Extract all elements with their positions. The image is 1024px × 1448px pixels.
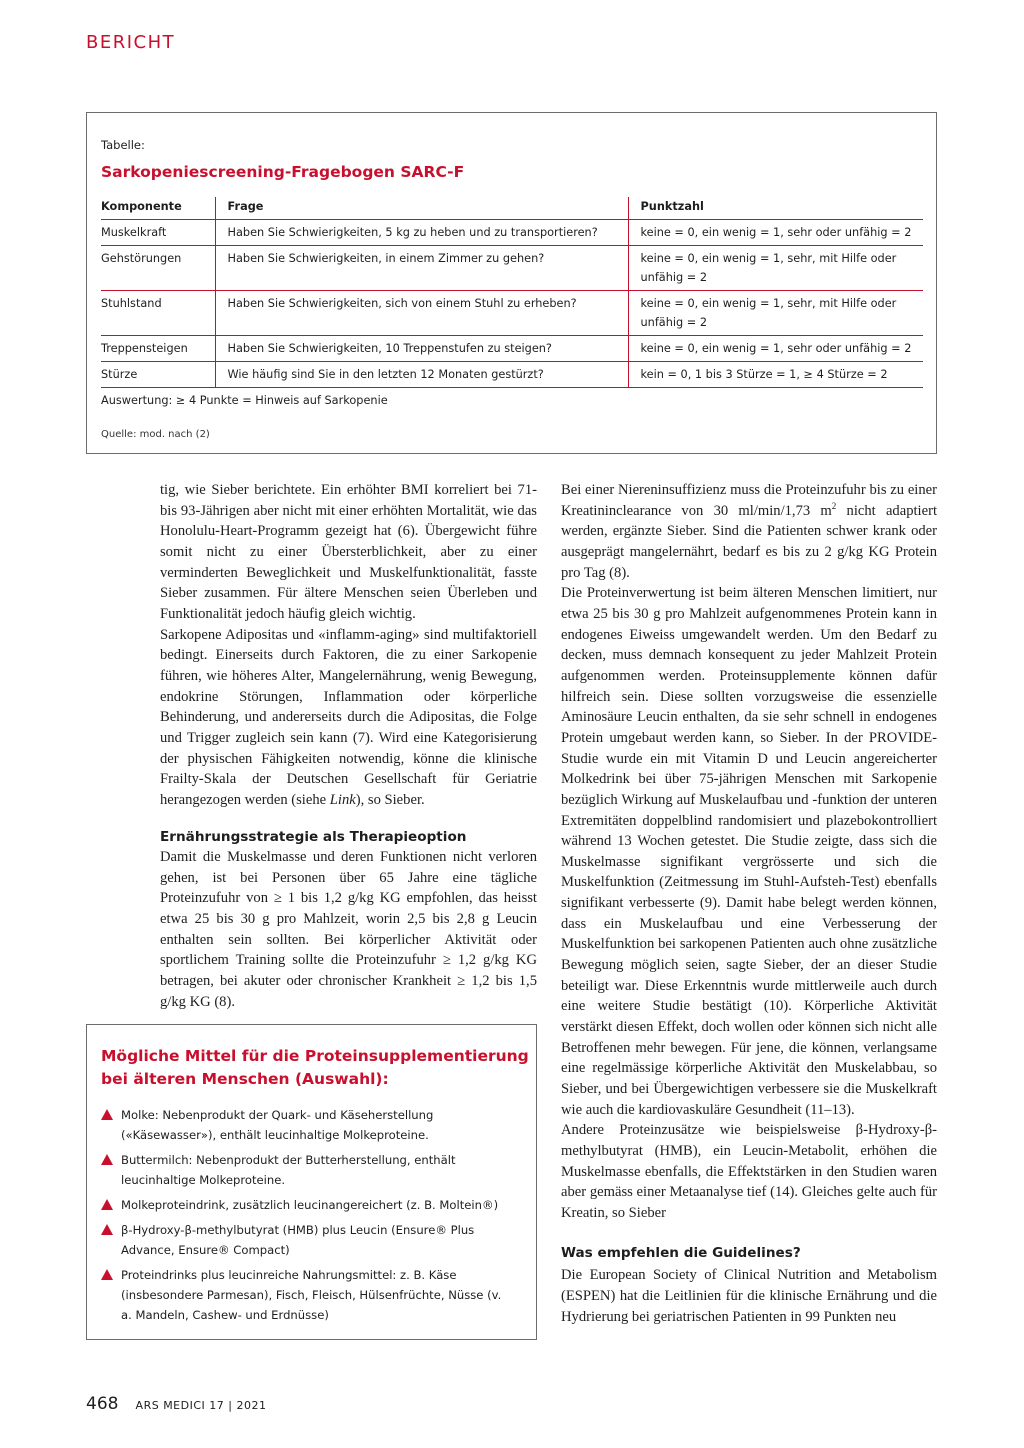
body-paragraph: Die European Society of Clinical Nutrition and Metabolism (ESPEN) hat die Leitlinien für die klinische Ernährung und die Hydrierung bei geriatrischen Patienten in 99 Punkten neu (561, 1267, 937, 1325)
table-caption: Tabelle: (101, 138, 145, 152)
supplement-box (86, 1024, 537, 1340)
evaluation-row (101, 388, 923, 414)
list-item (101, 1150, 511, 1190)
page-footer (86, 1394, 266, 1414)
table-cell: keine = 0, ein wenig = 1, sehr oder unfähig = 2 (628, 336, 923, 362)
body-paragraph (561, 480, 937, 583)
table-cell: kein = 0, 1 bis 3 Stürze = 1, ≥ 4 Stürze = 2 (628, 362, 923, 388)
table-cell: Haben Sie Schwierigkeiten, sich von einem Stuhl zu erheben? (215, 291, 628, 336)
table-row (101, 362, 923, 388)
body-paragraph (160, 625, 537, 811)
table-cell: keine = 0, ein wenig = 1, sehr, mit Hilfe oder unfähig = 2 (628, 246, 923, 291)
list-item-text: Buttermilch: Nebenprodukt der Butterherstellung, enthält leucinhaltige Molkeproteine. (121, 1153, 456, 1187)
table-cell: Haben Sie Schwierigkeiten, in einem Zimmer zu gehen? (215, 246, 628, 291)
column-header: Komponente (101, 197, 215, 220)
body-paragraph: Andere Proteinzusätze wie beispielsweise β-Hydroxy-β-methylbutyrat (HMB), ein Leucin-Metabolit, erhöhen die Muskelmasse ebenfalls, die Effektstärken in den Studien waren aber gemäss einer Metaanalyse tief (14). Gleiches gelte auch für Kreatin, so Sieber (561, 1122, 937, 1221)
paragraph-text: ), so Sieber. (355, 791, 425, 808)
table-cell: Haben Sie Schwierigkeiten, 5 kg zu heben und zu transportieren? (215, 220, 628, 246)
list-item-text: β-Hydroxy-β-methylbutyrat (HMB) plus Leucin (Ensure® Plus Advance, Ensure® Compact) (121, 1223, 475, 1257)
table-cell: Gehstörungen (101, 246, 215, 291)
table-cell: Haben Sie Schwierigkeiten, 10 Treppenstufen zu steigen? (215, 336, 628, 362)
section-heading: Ernährungsstrategie als Therapieoption (160, 828, 467, 845)
red-triangle-bullet-icon (101, 1269, 113, 1280)
article-column-left (160, 480, 537, 1012)
page-number: 468 (86, 1394, 119, 1414)
list-item (101, 1265, 511, 1325)
table-cell: Wie häufig sind Sie in den letzten 12 Monaten gestürzt? (215, 362, 628, 388)
column-header: Frage (215, 197, 628, 220)
list-item (101, 1105, 511, 1145)
list-item-text: Molkeproteindrink, zusätzlich leucinangereichert (z. B. Moltein®) (121, 1198, 499, 1212)
table-cell: Stuhlstand (101, 291, 215, 336)
column-header: Punktzahl (628, 197, 923, 220)
table-source: Quelle: mod. nach (2) (101, 429, 210, 440)
superscript: 2 (831, 500, 837, 511)
sarcf-table (101, 197, 923, 413)
red-triangle-bullet-icon (101, 1109, 113, 1120)
section-heading: Was empfehlen die Guidelines? (561, 1244, 801, 1261)
table-header-row (101, 197, 923, 220)
table-cell: Treppensteigen (101, 336, 215, 362)
box-title: Mögliche Mittel für die Proteinsupplementierung bei älteren Menschen (Auswahl): (101, 1047, 529, 1088)
table-row (101, 220, 923, 246)
table-title: Sarkopeniescreening-Fragebogen SARC-F (101, 163, 465, 181)
paragraph-text: nicht adaptiert werden, ergänzte Sieber. Sind die Patienten schwer krank oder ausgeprägt mangelernährt, bedarf es bis zu 2 g/kg KG Protein pro Tag (8). (561, 502, 938, 581)
list-item-text: Proteindrinks plus leucinreiche Nahrungsmittel: z. B. Käse (insbesondere Parmesan), Fisch, Fleisch, Hülsenfrüchte, Nüsse (v. a. Mandeln, Cashew- und Erdnüsse) (121, 1268, 502, 1322)
supplement-list (101, 1105, 511, 1330)
table-row (101, 246, 923, 291)
table-cell: keine = 0, ein wenig = 1, sehr oder unfähig = 2 (628, 220, 923, 246)
red-triangle-bullet-icon (101, 1154, 113, 1165)
table-cell: Muskelkraft (101, 220, 215, 246)
body-paragraph: Die Proteinverwertung ist beim älteren Menschen limitiert, nur etwa 25 bis 30 g pro Mahlzeit aufgenommenes Protein kann in endogenes Eiweiss umgewandelt werden. Um den Bedarf zu decken, muss demnach konsequent zu jeder Mahlzeit Protein aufgenommen werden. Proteinsupplemente können dafür hilfreich sein. Diese sollten vorzugsweise die essenzielle Aminosäure Leucin enthalten, da sie sehr schnell in endogenes Protein umgebaut werden kann, so Sieber. In der PROVIDE-Studie wurde ein mit Vitamin D und Leucin angereicherter Molkedrink bei über 75-jährigen Menschen mit Sarkopenie bezüglich Wirkung auf Muskelaufbau und -funktion der unteren Extremitäten doppelblind randomisiert und plazebokontrolliert während 13 Wochen getestet. Die Studie zeigte, dass sich die Muskelmasse signifikant vergrösserte und sich die Muskelfunktion (Zeitmessung im Stuhl-Aufsteh-Test) ebenfalls signifikant verbesserte (9). Damit habe belegt werden können, dass ein Muskelaufbau und eine Verbesserung der Muskelfunktion bei sarkopenen Patienten auch ohne zusätzliche Bewegung möglich seien, sagte Sieber, der an dieser Studie beteiligt war. Diese Erkenntnis wurde mittlerweile auch durch eine weitere Studie bestätigt (10). Körperliche Aktivität verstärkt diesen Effekt, doch wollen oder können sich nicht alle Betroffenen mehr bewegen. Für jene, die können, verlangsame eine regelmässige körperliche Aktivität den Muskelabbau, so Sieber, und bei Übergewichtigen verbessere sie die Muskelkraft wie auch die kardiovaskuläre Gesundheit (11–13). (561, 585, 937, 1118)
list-item-text: Molke: Nebenprodukt der Quark- und Käseherstellung («Käsewasser»), enthält leucinhaltige Molkeproteine. (121, 1108, 434, 1142)
table-row (101, 291, 923, 336)
section-header: BERICHT (86, 32, 176, 53)
table-cell: keine = 0, ein wenig = 1, sehr, mit Hilfe oder unfähig = 2 (628, 291, 923, 336)
body-paragraph: Damit die Muskelmasse und deren Funktionen nicht verloren gehen, ist bei Personen über 65 Jahre eine tägliche Proteinzufuhr von ≥ 1 bis 1,2 g/kg KG empfohlen, das heisst etwa 25 bis 30 g pro Mahlzeit, worin 2,5 bis 2,8 g Leucin enthalten sein sollten. Bei körperlicher Aktivität oder sportlichem Training sollte die Proteinzufuhr ≥ 1,2 g/kg KG betragen, bei akuter oder chronischer Krankheit ≥ 1,2 bis 1,5 g/kg KG (8). (160, 849, 537, 1010)
table-row (101, 336, 923, 362)
list-item (101, 1195, 511, 1215)
table-cell: Stürze (101, 362, 215, 388)
paragraph-text: Bei einer Niereninsuffizienz muss die Proteinzufuhr bis zu einer Kreatininclearance von 30 ml/min/1,73 m (561, 482, 937, 519)
journal-info: ARS MEDICI 17 | 2021 (135, 1399, 267, 1412)
red-triangle-bullet-icon (101, 1199, 113, 1210)
evaluation-text: Auswertung: ≥ 4 Punkte = Hinweis auf Sarkopenie (101, 394, 388, 407)
link-reference[interactable]: Link (329, 791, 356, 808)
article-column-right (561, 480, 937, 1327)
sarcf-table-box (86, 112, 937, 454)
list-item (101, 1220, 511, 1260)
paragraph-text: Sarkopene Adipositas und «inflamm-aging» sind multifaktoriell bedingt. Einerseits durch Faktoren, die zu einer Sarkopenie führen, wie höheres Alter, Mangelernährung, wenig Bewegung, endokrine Störungen, Inflammation oder körperliche Behinderung, und andererseits durch die Adipositas, die Folge und Trigger zugleich sein kann (7). Wird eine Kategorisierung der physischen Fähigkeiten notwendig, könne die klinische Frailty-Skala der Deutschen Gesellschaft für Geriatrie herangezogen werden (siehe (160, 626, 537, 808)
red-triangle-bullet-icon (101, 1224, 113, 1235)
body-paragraph: tig, wie Sieber berichtete. Ein erhöhter BMI korreliert bei 71- bis 93-Jährigen aber nicht mit einer erhöhten Mortalität, wie das Honolulu-Heart-Programm gezeigt hat (6). Übergewicht führe somit nicht zu einer Übersterblichkeit, aber zu einer verminderten Beweglichkeit und Muskelfunktionalität, fasste Sieber zusammen. Für ältere Menschen seien Überleben und Funktionalität jedoch häufig gleich wichtig. (160, 482, 537, 622)
